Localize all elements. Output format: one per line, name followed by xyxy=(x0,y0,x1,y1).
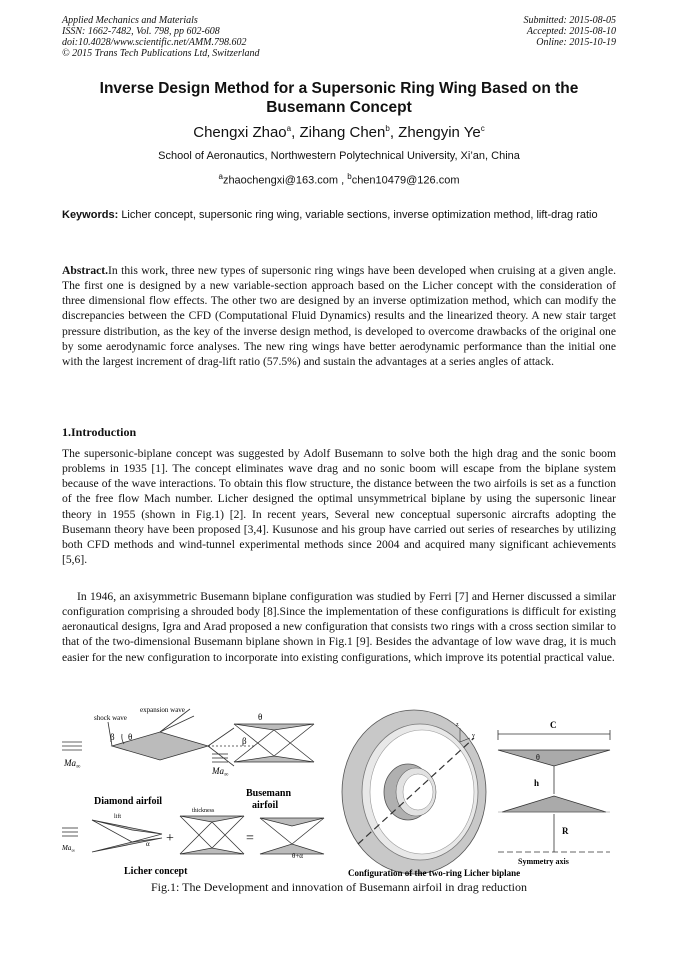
affiliation: School of Aeronautics, Northwestern Polytechnical University, Xi’an, China xyxy=(158,150,520,162)
email-link[interactable]: zhaochengxi@163.com xyxy=(222,174,339,187)
journal-issn: ISSN: 1662-7482, Vol. 798, pp 602-608 xyxy=(62,26,220,37)
email-link[interactable]: chen10479@126.com xyxy=(351,174,460,187)
chord-label: C xyxy=(550,720,557,730)
diamond-airfoil-panel xyxy=(62,709,254,766)
radius-label: R xyxy=(562,826,569,836)
licher-concept-label: Licher concept xyxy=(124,866,188,877)
email-sup: a xyxy=(218,172,223,181)
lift-label: lift xyxy=(114,814,121,820)
symmetry-axis-label: Symmetry axis xyxy=(518,857,569,866)
figure-caption: Fig.1: The Development and innovation of Busemann airfoil in drag reduction xyxy=(150,880,528,894)
section-heading: 1.Introduction xyxy=(62,425,137,439)
equals-sign: = xyxy=(246,831,254,846)
axis-y-label: y xyxy=(472,733,475,739)
author-emails xyxy=(62,172,616,187)
busemann-theta-label: θ xyxy=(258,712,263,722)
busemann-label-line1: Busemann xyxy=(246,788,292,799)
abstract-text: In this work, three new types of supersonic ring wings have been developed when cruising at a given angle. The first one is designed by a new variable-section approach based on the Licher concept with the consideration of three dimensional flow effects. The other two are designed by an inverse optimization method, which can modify the discrepancies between the CFD (Computational Fluid Dynamics) results and the linearized theory. A new stair target pressure distribution, as the key of the inverse design method, is developed to overcome drawbacks of the original one by some aerodynamic force analyses. The new ring wings have better aerodynamic performance than the initial one with the largest increment of drag-lift ratio (57.5%) and sustain the advantages at a series angles of attack. xyxy=(62,264,616,368)
cross-section-schematic xyxy=(498,730,610,852)
section-theta-label: θ xyxy=(536,753,540,762)
busemann-beta-label: β xyxy=(242,736,247,746)
beta-label: β xyxy=(110,732,115,742)
author-sep: , xyxy=(291,124,300,141)
journal-name: Applied Mechanics and Materials xyxy=(62,15,198,26)
thickness-label: thickness xyxy=(192,808,215,814)
two-ring-caption: Configuration of the two-ring Licher biplane xyxy=(348,868,521,878)
journal-copyright: © 2015 Trans Tech Publications Ltd, Switzerland xyxy=(62,48,260,59)
author-name: Zihang Chen xyxy=(299,124,386,141)
abstract-label: Abstract. xyxy=(62,264,109,277)
submitted-date: Submitted: 2015-08-05 xyxy=(523,15,616,26)
busemann-mach-label: $Ma_\infty$ xyxy=(212,766,229,778)
expansion-wave-label: expansion wave xyxy=(140,706,185,714)
axis-z-label: z xyxy=(456,722,459,728)
licher-mach-label: $Ma_\infty$ xyxy=(62,844,75,854)
keywords-text: Licher concept, supersonic ring wing, variable sections, inverse optimization method, lift-drag ratio xyxy=(121,209,598,221)
keywords-block xyxy=(62,208,616,222)
shock-wave-label: shock wave xyxy=(94,714,127,722)
journal-doi: doi:10.4028/www.scientific.net/AMM.798.602 xyxy=(62,37,247,48)
email-sup: b xyxy=(347,172,352,181)
two-ring-illustration xyxy=(342,710,486,874)
mach-label: $Ma_\infty$ xyxy=(64,758,81,770)
theta-label: θ xyxy=(128,732,133,742)
author-name: Zhengyin Ye xyxy=(398,124,481,141)
author-sup: c xyxy=(480,124,485,133)
alpha-label: α xyxy=(146,840,150,848)
busemann-label-line2: airfoil xyxy=(252,800,279,811)
email-separator: , xyxy=(338,174,348,187)
theta-alpha-label: θ+α xyxy=(292,852,303,860)
abstract-block xyxy=(62,263,616,369)
gap-h-label: h xyxy=(534,778,540,788)
author-name: Chengxi Zhao xyxy=(193,124,287,141)
author-sep: , xyxy=(389,124,399,141)
diamond-airfoil-label: Diamond airfoil xyxy=(94,796,163,807)
author-sup: a xyxy=(286,124,292,133)
online-date: Online: 2015-10-19 xyxy=(536,37,616,48)
keywords-label: Keywords: xyxy=(62,209,119,221)
accepted-date: Accepted: 2015-08-10 xyxy=(526,26,616,37)
paragraph: In 1946, an axisymmetric Busemann biplane configuration was studied by Ferri [7] and Herner discussed a similar configuration comprising a shrouded body [8].Since the implementation of these configurations is difficult for existing aeronautical designs, Igra and Arad proposed a new configuration that consists two rings with a cross section similar to that of the two-dimensional Busemann biplane shown in Fig.1 [9]. Besides the advantage of low wave drag, it is much easier for the new configuration to incorporate into existing configurations, which improve its potential practical value. xyxy=(62,590,616,664)
figure-1-illustration xyxy=(62,704,616,878)
author-sup: b xyxy=(385,124,390,133)
author-list xyxy=(62,124,616,141)
busemann-airfoil-panel xyxy=(212,724,314,762)
plus-sign: + xyxy=(166,831,174,846)
figure-1 xyxy=(62,704,616,878)
journal-header xyxy=(62,15,260,59)
licher-concept-panel xyxy=(62,816,324,854)
paragraph: The supersonic-biplane concept was suggested by Adolf Busemann to solve both the high drag and the sonic boom problems in 1935 [1]. The concept eliminates wave drag and no sonic boom will escape from the biplane system because of the wave interactions. To obtain this flow structure, the distance between the two airfoils is set as a function of the free flow Mach number. Licher designed the optimal unsymmetrical biplane by using the supersonic linear theory in 1955 (shown in Fig.1) [2]. In recent years, Several new conceptual supersonic aircrafts adopting the Busemann theory have been proposed [3,4]. Kusunose and his group have carried out series of researches by utilizing both CFD methods and wind-tunnel experimental methods since 2004 and acquired many significant achievements [5,6]. xyxy=(62,447,616,567)
paper-title: Inverse Design Method for a Supersonic Ring Wing Based on the Busemann Concept xyxy=(99,80,579,116)
dates-header xyxy=(524,15,617,48)
